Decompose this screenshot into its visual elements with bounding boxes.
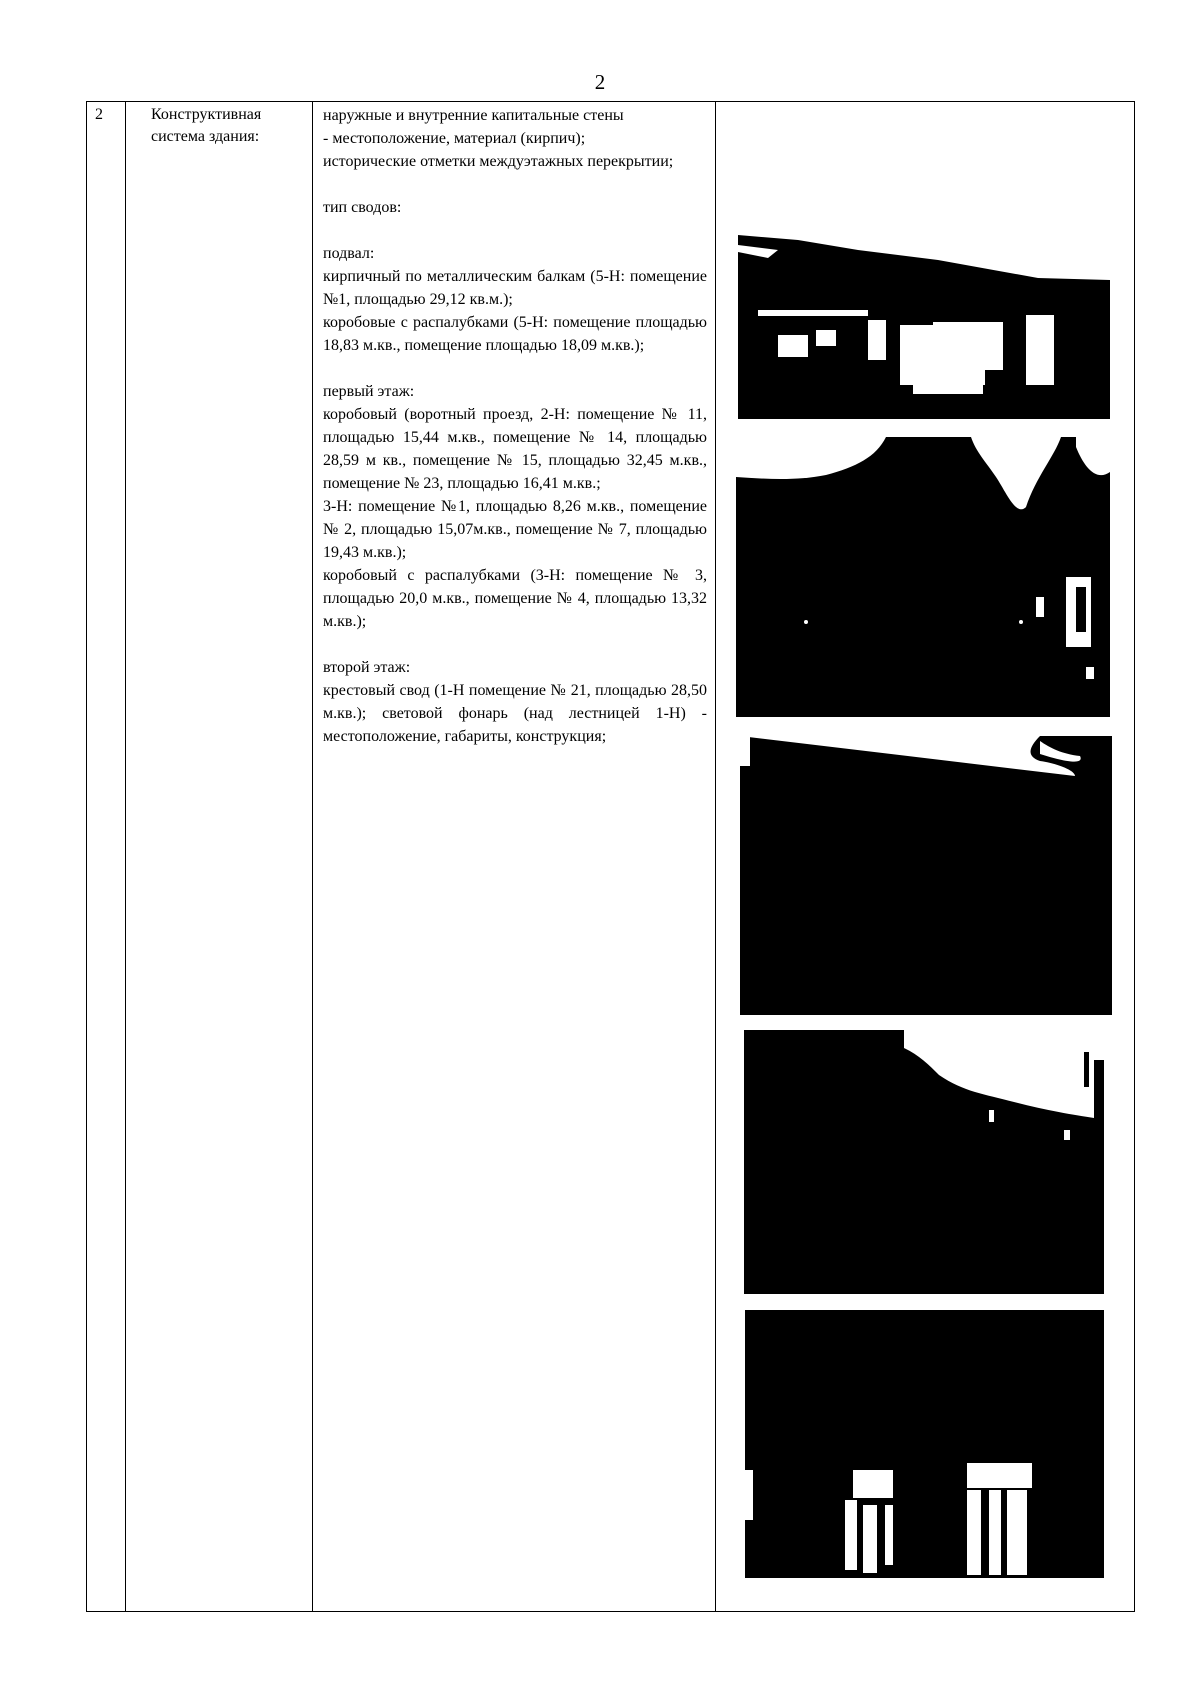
photo-vault-with-foliage [736,437,1110,717]
row-number: 2 [95,106,103,123]
walls-line: наружные и внутренние капитальные стены [323,107,624,124]
basement-photo-image [738,140,1110,419]
column-divider [125,102,126,1611]
row-heading-line: система здания: [151,128,260,145]
vault-ceiling-2-photo-image [744,1030,1104,1294]
second-floor-heading: второй этаж: [323,659,411,676]
row-heading-line: Конструктивная [151,106,262,123]
basement-text: кирпичный по металлическим балкам (5-Н: помещение №1, площадью 29,12 кв.м.); [323,268,707,308]
photo-basement-interior [738,140,1110,419]
vault-foliage-photo-image [736,437,1110,717]
first-floor-text: коробовый с распалубками (3-Н: помещение № 3, площадью 20,0 м.кв., помещение № 4, площадью 13,32 м.кв.); [323,567,707,630]
photo-vault-ceiling [740,736,1112,1015]
vault-ceiling-photo-image [740,736,1112,1015]
first-floor-heading: первый этаж: [323,383,415,400]
photo-room-with-windows [745,1310,1104,1578]
basement-heading: подвал: [323,245,375,262]
second-floor-text: крестовый свод (1-Н помещение № 21, площадью 28,50 м.кв.); световой фонарь (над лестницей 1-Н) - местоположение, габариты, конструкция; [323,682,707,745]
page-number: 2 [594,70,606,94]
photo-vault-ceiling-2 [744,1030,1104,1294]
walls-line: - местоположение, материал (кирпич); [323,130,586,147]
room-windows-photo-image [745,1310,1104,1578]
first-floor-text: коробовый (воротный проезд, 2-Н: помещение № 11, площадью 15,44 м.кв., помещение № 14, площадью 28,59 м кв., помещение № 15, площадью 32,45 м.кв., помещение № 23, площадью 16,41 м.кв.; [323,406,707,492]
vault-type-label: тип сводов: [323,199,402,216]
row-description [323,104,707,748]
walls-line: исторические отметки междуэтажных перекрытии; [323,153,674,170]
row-heading [151,104,299,148]
basement-text: коробовые с распалубками (5-Н: помещение площадью 18,83 м.кв., помещение площадью 18,09 м.кв.); [323,314,707,354]
column-divider [312,102,313,1611]
column-divider [715,102,716,1611]
first-floor-text: 3-Н: помещение №1, площадью 8,26 м.кв., помещение № 2, площадью 15,07м.кв., помещение № 7, площадью 19,43 м.кв.); [323,498,707,561]
